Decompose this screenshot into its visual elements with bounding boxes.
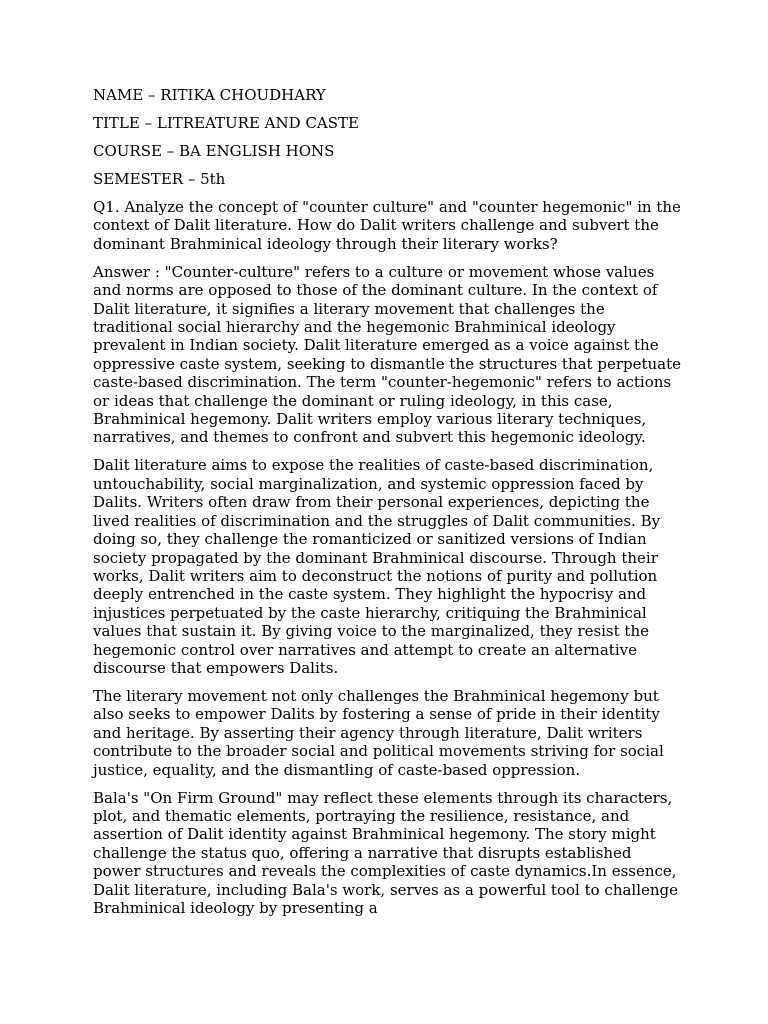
answer-paragraph-3: The literary movement not only challenges the Brahminical hegemony but also seeks to empower Dalits by fostering a sense of pride in their identity and heritage. By asserting their agency through literature, Dalit writers contribute to the broader social and political movements striving for social justice, equality, and the dismantling of caste-based oppression. <box>93 686 664 779</box>
assignment-title: TITLE – LITREATURE AND CASTE <box>93 114 359 132</box>
semester: SEMESTER – 5th <box>93 170 226 188</box>
document-page <box>93 86 683 927</box>
answer-paragraph-2: Dalit literature aims to expose the realities of caste-based discrimination, untouchability, social marginalization, and systemic oppression faced by Dalits. Writers often draw from their personal experiences, depicting the lived realities of discrimination and the struggles of Dalit communities. By doing so, they challenge the romanticized or sanitized versions of Indian society propagated by the dominant Brahminical discourse. Through their works, Dalit writers aim to deconstruct the notions of purity and pollution deeply entrenched in the caste system. They highlight the hypocrisy and injustices perpetuated by the caste hierarchy, critiquing the Brahminical values that sustain it. By giving voice to the marginalized, they resist the hegemonic control over narratives and attempt to create an alternative discourse that empowers Dalits. <box>93 456 661 677</box>
answer-paragraph-1: Answer : "Counter-culture" refers to a culture or movement whose values and norms are opposed to those of the dominant culture. In the context of Dalit literature, it signifies a literary movement that challenges the traditional social hierarchy and the hegemonic Brahminical ideology prevalent in Indian society. Dalit literature emerged as a voice against the oppressive caste system, seeking to dismantle the structures that perpetuate caste-based discrimination. The term "counter-hegemonic" refers to actions or ideas that challenge the dominant or ruling ideology, in this case, Brahminical hegemony. Dalit writers employ various literary techniques, narratives, and themes to confront and subvert this hegemonic ideology. <box>93 262 682 447</box>
answer-paragraph-4: Bala's "On Firm Ground" may reflect these elements through its characters, plot, and thematic elements, portraying the resilience, resistance, and assertion of Dalit identity against Brahminical hegemony. The story might challenge the status quo, offering a narrative that disrupts established power structures and reveals the complexities of caste dynamics.In essence, Dalit literature, including Bala's work, serves as a powerful tool to challenge Brahminical ideology by presenting a <box>93 788 679 917</box>
student-name: NAME – RITIKA CHOUDHARY <box>93 86 326 104</box>
course-name: COURSE – BA ENGLISH HONS <box>93 142 335 160</box>
question-paragraph: Q1. Analyze the concept of "counter culture" and "counter hegemonic" in the context of Dalit literature. How do Dalit writers challenge and subvert the dominant Brahminical ideology through their literary works? <box>93 198 681 253</box>
